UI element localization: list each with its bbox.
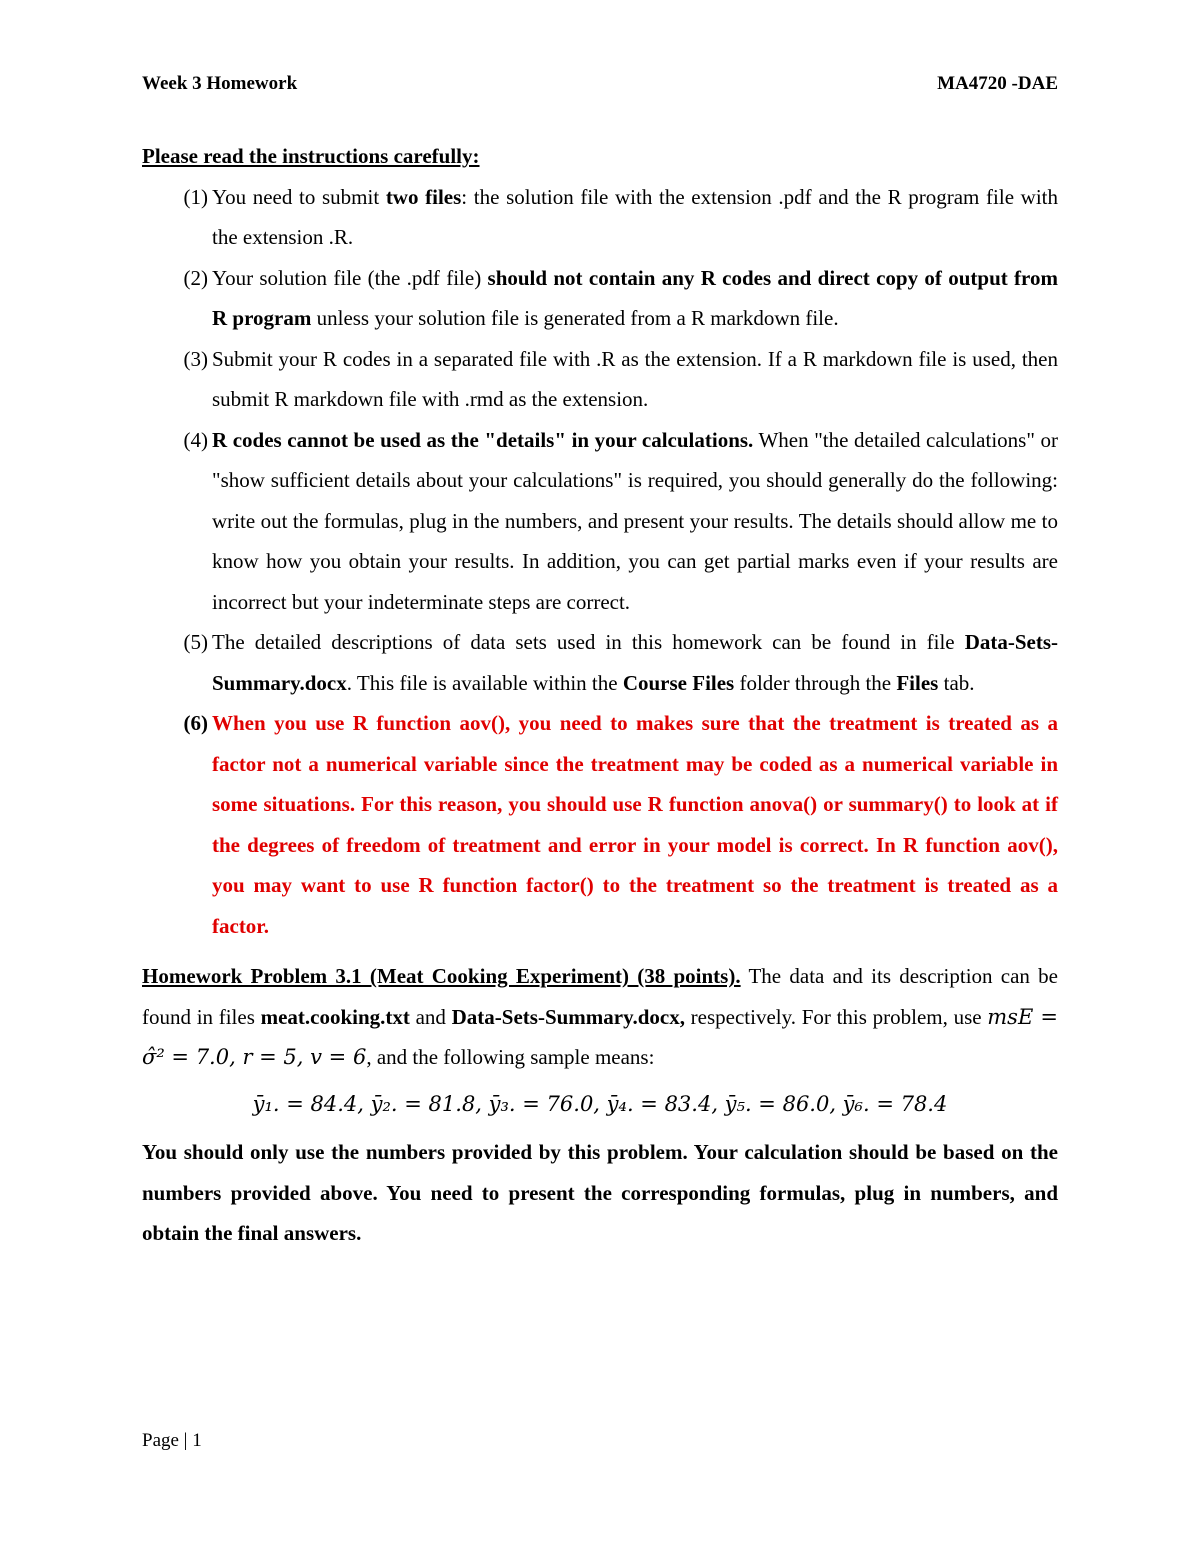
- item-number: (4): [183, 427, 208, 452]
- problem-title: Homework Problem 3.1 (Meat Cooking Experiment) (38 points).: [142, 964, 741, 988]
- instruction-item-1: [142, 177, 1058, 258]
- problem-text: The data and its description can be found in files: [142, 964, 1059, 1029]
- item-text: Your solution file (the .pdf file): [212, 265, 488, 290]
- instructions-list: [142, 177, 1058, 947]
- page-footer: Page | 1: [142, 1430, 202, 1451]
- item-number: (6): [183, 711, 208, 735]
- item-text: : the solution file with the extension .pdf and the R program file with the extension .R.: [212, 184, 1058, 249]
- header-right: MA4720 -DAE: [937, 73, 1058, 94]
- instruction-item-3: [142, 339, 1058, 420]
- document-body: [142, 136, 1058, 1254]
- item-text: Submit your R codes in a separated file with .R as the extension. If a R markdown file is used, then submit R markdown file with .rmd as the extension.: [212, 346, 1058, 411]
- item-text: . This file is available within the: [346, 670, 623, 695]
- item-bold: two files: [385, 184, 462, 209]
- item-warning-text: When you use R function aov(), you need to makes sure that the treatment is treated as a factor not a numerical variable since the treatment may be coded as a numerical variable in some situations. For this reason, you should use R function anova() or summary() to look at if the degrees of freedom of treatment and error in your model is correct. In R function aov(), you may want to use R function factor() to the treatment so the treatment is treated as a factor.: [212, 711, 1058, 938]
- instruction-item-6: [142, 703, 1058, 946]
- item-text: unless your solution file is generated from a R markdown file.: [311, 306, 839, 330]
- item-bold: Data-Sets-Summary.docx: [212, 630, 1058, 695]
- item-bold: Files: [896, 670, 939, 695]
- problem-math: msE = σ̂² = 7.0, r = 5, v = 6: [142, 1004, 1059, 1069]
- item-number: (1): [183, 184, 208, 209]
- instruction-item-5: [142, 622, 1058, 703]
- item-text: folder through the: [734, 670, 897, 695]
- sample-means-equation: ȳ₁. = 84.4, ȳ₂. = 81.8, ȳ₃. = 76.0, ȳ₄. = 83.4, ȳ₅. = 86.0, ȳ₆. = 78.4: [252, 1091, 948, 1116]
- instruction-item-4: [142, 420, 1058, 623]
- problem-text: , and the following sample means:: [366, 1045, 655, 1069]
- item-number: (2): [183, 265, 208, 290]
- item-bold: Course Files: [622, 670, 735, 695]
- item-number: (5): [183, 630, 208, 654]
- instruction-item-2: [142, 258, 1058, 339]
- item-text: tab.: [938, 670, 975, 695]
- item-bold: should not contain any R codes and direct copy of output from R program: [212, 265, 1058, 330]
- final-note: You should only use the numbers provided by this problem. Your calculation should be based on the numbers provided above. You need to present the corresponding formulas, plug in numbers, and obtain the final answers.: [142, 1140, 1058, 1245]
- problem-paragraph: [142, 956, 1058, 1078]
- item-bold: R codes cannot be used as the "details" in your calculations.: [212, 427, 754, 452]
- instructions-title: Please read the instructions carefully:: [142, 144, 480, 168]
- problem-text: respectively. For this problem, use: [684, 1004, 988, 1029]
- item-text: You need to submit: [212, 184, 386, 209]
- item-text: When "the detailed calculations" or "show sufficient details about your calculations" is required, you should generally do the following: write out the formulas, plug in the numbers, and present your results. The details should allow me to know how you obtain your results. In addition, you can get partial marks even if your results are incorrect but your indeterminate steps are correct.: [212, 427, 1058, 614]
- item-text: The detailed descriptions of data sets used in this homework can be found in file: [212, 630, 965, 654]
- problem-bold: meat.cooking.txt: [260, 1004, 410, 1029]
- item-number: (3): [183, 346, 208, 371]
- problem-bold: Data-Sets-Summary.docx,: [451, 1004, 685, 1029]
- header-left: Week 3 Homework: [142, 73, 298, 94]
- problem-text: and: [409, 1004, 452, 1029]
